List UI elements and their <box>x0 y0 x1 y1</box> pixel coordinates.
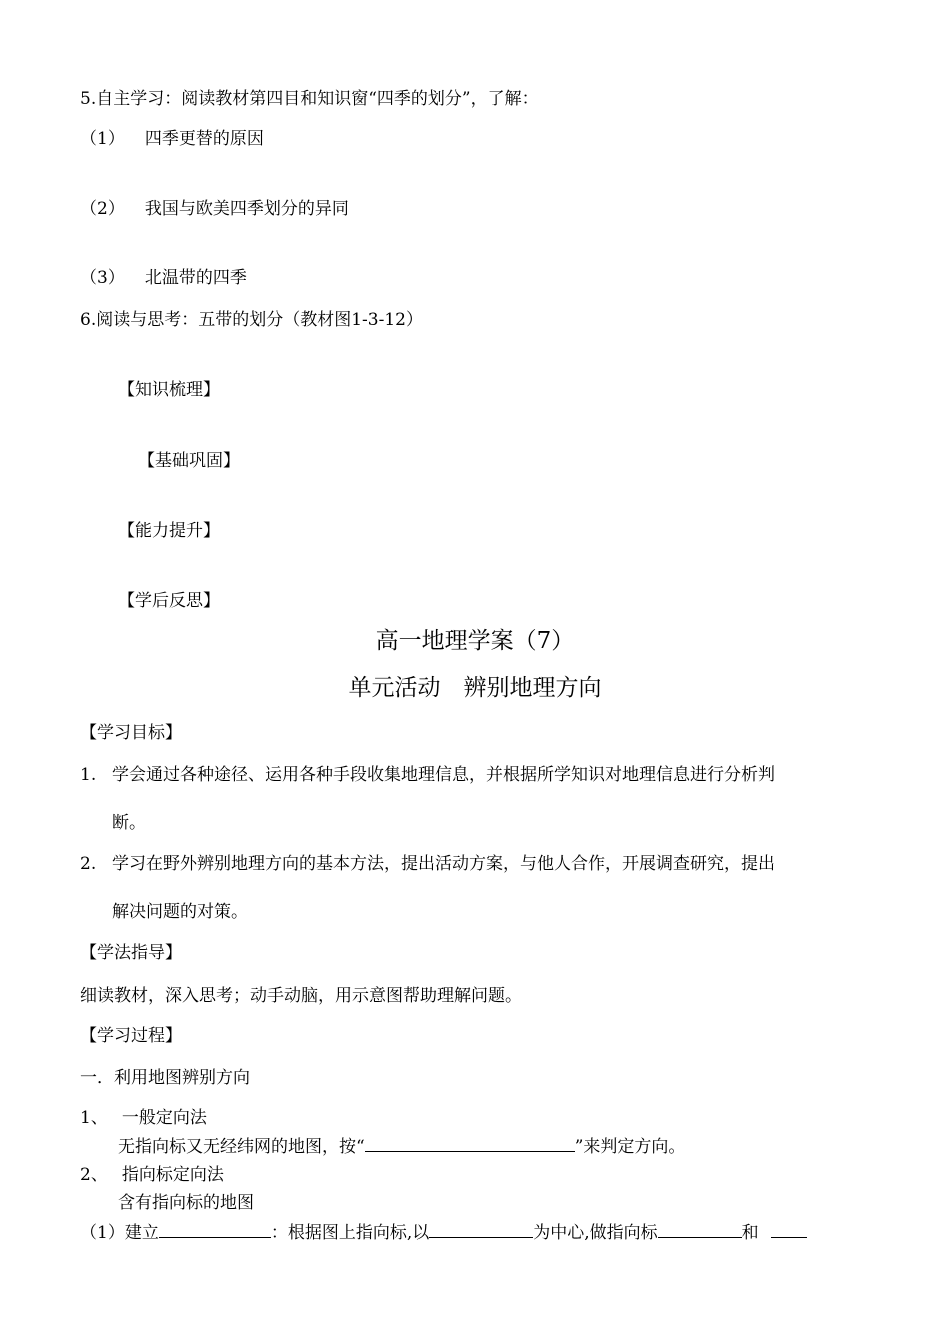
method-2-text: 含有指向标的地图 <box>118 1193 254 1213</box>
answer-blank[interactable] <box>429 1221 533 1238</box>
part-one-heading: 一．利用地图辨别方向 <box>80 1068 250 1088</box>
goal-2-line-2: 解决问题的对策。 <box>112 902 248 922</box>
question-6: 6.阅读与思考：五带的划分（教材图1-3-12） <box>80 310 423 330</box>
answer-blank[interactable] <box>365 1135 575 1152</box>
method-1-text-a: 无指向标又无经纬网的地图，按“ <box>118 1137 365 1157</box>
step-1-text-d: 和 <box>741 1223 759 1243</box>
goal-2-line-1: 学习在野外辨别地理方向的基本方法，提出活动方案，与他人合作，开展调查研究，提出 <box>112 854 775 874</box>
item-text: 北温带的四季 <box>144 268 247 288</box>
method-1-title: 一般定向法 <box>121 1108 207 1128</box>
method-1-text-b: ”来判定方向。 <box>574 1137 686 1157</box>
section-foundation: 【基础巩固】 <box>138 451 240 471</box>
goal-1-number: 1. <box>80 765 97 785</box>
section-reflection: 【学后反思】 <box>118 591 220 611</box>
method-2-number: 2、 <box>80 1165 108 1185</box>
q5-item-1 <box>80 128 264 150</box>
method-2 <box>80 1164 224 1186</box>
method-text: 细读教材，深入思考；动手动脑，用示意图帮助理解问题。 <box>80 986 522 1006</box>
item-text: 我国与欧美四季划分的异同 <box>144 199 349 219</box>
goal-1-line-1: 学会通过各种途径、运用各种手段收集地理信息，并根据所学知识对地理信息进行分析判 <box>112 765 775 785</box>
goal-2-number: 2. <box>80 854 97 874</box>
method-1-number: 1、 <box>80 1108 108 1128</box>
item-text: 四季更替的原因 <box>144 129 264 149</box>
goals-heading: 【学习目标】 <box>80 723 182 743</box>
method-heading: 【学法指导】 <box>80 943 182 963</box>
step-1 <box>80 1221 807 1244</box>
q5-item-3 <box>80 267 247 289</box>
question-5: 5.自主学习：阅读教材第四目和知识窗“四季的划分”，了解： <box>80 89 539 109</box>
answer-blank[interactable] <box>658 1221 742 1238</box>
item-number: （1） <box>80 129 125 149</box>
method-1 <box>80 1107 207 1129</box>
section-knowledge: 【知识梳理】 <box>118 380 220 400</box>
goal-1-line-2: 断。 <box>112 813 146 833</box>
item-number: （3） <box>80 268 125 288</box>
answer-blank[interactable] <box>159 1221 271 1238</box>
q5-item-2 <box>80 198 349 220</box>
page-subtitle: 单元活动 辨别地理方向 <box>348 675 602 701</box>
section-ability: 【能力提升】 <box>118 521 220 541</box>
process-heading: 【学习过程】 <box>80 1026 182 1046</box>
page-title: 高一地理学案（7） <box>375 628 575 654</box>
method-2-title: 指向标定向法 <box>121 1165 224 1185</box>
answer-blank[interactable] <box>771 1221 807 1238</box>
step-1-text-a: （1）建立 <box>80 1223 159 1243</box>
item-number: （2） <box>80 199 125 219</box>
method-1-text <box>118 1135 685 1158</box>
step-1-text-c: 为中心,做指向标 <box>533 1223 658 1243</box>
step-1-text-b: ：根据图上指向标,以 <box>270 1223 430 1243</box>
